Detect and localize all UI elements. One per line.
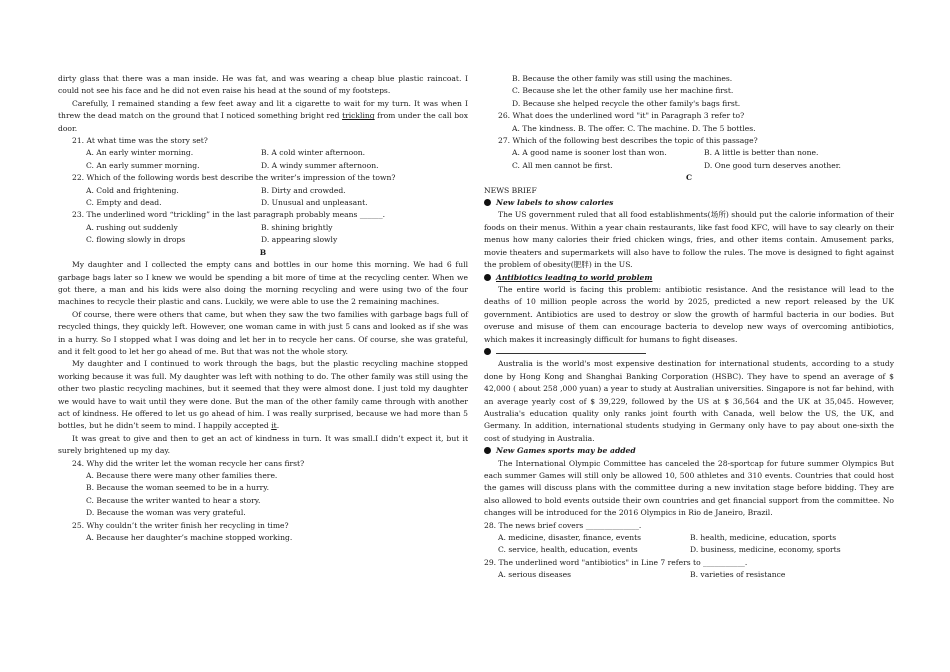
- option: C. All men cannot be first.: [512, 160, 613, 170]
- option: D. Unusual and unpleasant.: [261, 198, 368, 208]
- option: D. Because she helped recycle the other family's bags first.: [512, 98, 741, 108]
- option: C. flowing slowly in drops: [86, 235, 186, 245]
- options-28: [484, 532, 894, 544]
- paragraph: Of course, there were others that came, but when they saw the two families with garbage bags full of recycled things, they quickly left. However, one woman came in with just 5 cans and looked as if she was in a hurry. So I stopped what I was doing and let her in to recycle her cans. Of course, she was grateful, and it felt good to let her go ahead of me. But that was not the whole story.: [58, 309, 468, 356]
- option: B. shining brightly: [261, 222, 333, 232]
- bullet-icon: [484, 274, 491, 281]
- options-23: [58, 222, 468, 234]
- question-29: 29. The underlined word "antibiotics" in Line 7 refers to ___________.: [484, 557, 748, 567]
- option: C. service, health, education, events: [498, 545, 638, 555]
- option: A. Because her daughter’s machine stopped working.: [86, 533, 293, 543]
- options-21: [58, 147, 468, 159]
- option: A. rushing out suddenly: [86, 222, 178, 232]
- question-21: 21. At what time was the story set?: [72, 136, 208, 146]
- options-28: [484, 544, 894, 556]
- underlined-word: it: [271, 421, 277, 431]
- option: C. Because the writer wanted to hear a story.: [86, 495, 261, 505]
- option: C. An early summer morning.: [86, 160, 200, 170]
- bullet-icon: [484, 447, 491, 454]
- option: B. Because the other family was still using the machines.: [512, 74, 733, 83]
- news-heading: New labels to show calories: [484, 197, 894, 209]
- question-28: 28. The news brief covers ______________.: [484, 520, 642, 530]
- paragraph: dirty glass that there was a man inside. He was fat, and was wearing a cheap blue plastic raincoat. I could not see his face and he did not even raise his head at the sound of my footsteps.: [58, 74, 468, 96]
- news-title: NEWS BRIEF: [484, 185, 537, 195]
- news-heading: New Games sports may be added: [484, 445, 894, 457]
- paragraph: Australia is the world's most expensive destination for international students, according to a study done by Hong Kong and Shanghai Banking Corporation (HSBC). They have to spend an average of $ 42,000 ( about 258 ,000 yuan) a year to study at Australian universities. Singapore is not far behind, with an average yearly cost of $ 39,229, followed by the US at $ 36,564 and the UK at 35,045. However, Australia's education quality only ranks joint fourth with Canada, well below the US, the UK, and Germany. In addition, international students studying in Germany only have to pay about one-sixth the cost of studying in Australia.: [484, 359, 894, 443]
- news-heading-blank: [484, 346, 894, 358]
- paragraph: My daughter and I continued to work through the bags, but the plastic recycling machine stopped working because it was full. My daughter was left with nothing to do. The other family was still using the other two plastic recycling machines, but it seemed that they were almost done. I just told my daughter we would have to wait until they were done. But the man of the other family came through with another act of kindness. He offered to let us go ahead of him. I was really surprised, because we had more than 5 bottles, but he didn’t seem to mind. I happily accepted it.: [58, 359, 468, 431]
- paragraph: My daughter and I collected the empty cans and bottles in our home this morning. We had 6 full garbage bags later so I knew we would be spending a bit more of time at the recycling center. When we got there, a man and his kids were also doing the morning recycling and were using two of the four machines to recycle their plastic and cans. Luckily, we were able to use the 2 remaining machines.: [58, 260, 468, 307]
- options-22: [58, 185, 468, 197]
- answer-blank: [496, 346, 646, 354]
- options-26: A. The kindness. B. The offer. C. The machine. D. The 5 bottles.: [512, 123, 756, 133]
- options-27: [484, 160, 894, 172]
- right-column: [484, 73, 894, 582]
- option: A. medicine, disaster, finance, events: [498, 533, 642, 543]
- paragraph: The entire world is facing this problem: antibiotic resistance. And the resistance will lead to the deaths of 10 million people across the world by 2025, predicted a new report released by the UK government. Antibiotics are used to destroy or slow the growth of harmful bacteria in our bodies. But overuse and misuse of them can encourage bacteria to develop new ways of overcoming antibiotics, which makes it increasingly difficult for humans to fight diseases.: [484, 284, 894, 344]
- paragraph: Carefully, I remained standing a few feet away and lit a cigarette to wait for my turn. It was when I threw the dead match on the ground that I noticed something bright red trickling from under the call box door.: [58, 98, 468, 133]
- option: B. varieties of resistance: [690, 570, 786, 580]
- question-22: 22. Which of the following words best describe the writer’s impression of the town?: [72, 173, 396, 183]
- options-29: [484, 569, 894, 581]
- option: A. A good name is sooner lost than won.: [512, 148, 667, 158]
- paragraph: The US government ruled that all food establishments(场所) should put the calorie information of their foods on their menus. Within a year chain restaurants, like fast food KFC, will have to say clearly on their menus how many calories their fried chicken wings, fries, and other items contain. Amusement parks, movie theaters and supermarkets will also have to follow the rules. The move is designed to fight against the problem of obesity(肥胖) in the US.: [484, 210, 894, 270]
- option: B. health, medicine, education, sports: [690, 533, 837, 543]
- option: D. appearing slowly: [261, 235, 338, 245]
- option: C. Empty and dead.: [86, 198, 162, 208]
- paragraph: The International Olympic Committee has canceled the 28-sportcap for future summer Olympics But each summer Games will still only be allowed 10, 500 athletes and 310 events. Countries that could host the games will discuss plans with the committee during a new invitation stage before bidding. They are also allowed to bold events outside their own countries and get financial support from the committee. No changes will be introduced for the 2016 Olympics in Rio de Janeiro, Brazil.: [484, 458, 894, 518]
- left-column: [58, 73, 468, 544]
- question-27: 27. Which of the following best describes the topic of this passage?: [498, 136, 758, 146]
- option: D. One good turn deserves another.: [704, 160, 841, 170]
- options-23: [58, 234, 468, 246]
- option: D. A windy summer afternoon.: [261, 160, 379, 170]
- bullet-icon: [484, 199, 491, 206]
- option: C. Because she let the other family use her machine first.: [512, 86, 734, 96]
- options-21: [58, 160, 468, 172]
- options-27: [484, 147, 894, 159]
- option: A. serious diseases: [498, 570, 572, 580]
- bullet-icon: [484, 348, 491, 355]
- option: B. Dirty and crowded.: [261, 185, 346, 195]
- options-22: [58, 197, 468, 209]
- news-heading: Antibiotics leading to world problem: [484, 272, 894, 284]
- option: A. Cold and frightening.: [86, 185, 179, 195]
- option: A. Because there were many other families there.: [86, 471, 278, 480]
- underlined-word: trickling: [342, 111, 375, 121]
- option: B. A cold winter afternoon.: [261, 148, 366, 158]
- option: D. Because the woman was very grateful.: [86, 508, 246, 518]
- question-24: 24. Why did the writer let the woman recycle her cans first?: [72, 458, 305, 468]
- option: D. business, medicine, economy, sports: [690, 545, 841, 555]
- section-heading-b: B: [259, 247, 267, 257]
- question-26: 26. What does the underlined word "it" in Paragraph 3 refer to?: [498, 111, 745, 121]
- option: B. A little is better than none.: [704, 148, 819, 158]
- paragraph: It was great to give and then to get an act of kindness in turn. It was small.I didn’t expect it, but it surely brightened up my day.: [58, 433, 468, 456]
- option: A. An early winter morning.: [86, 148, 194, 158]
- option: B. Because the woman seemed to be in a hurry.: [86, 483, 269, 493]
- section-heading-c: C: [685, 173, 693, 183]
- question-25: 25. Why couldn’t the writer finish her recycling in time?: [72, 520, 289, 530]
- question-23: 23. The underlined word “trickling” in the last paragraph probably means ______.: [72, 210, 386, 220]
